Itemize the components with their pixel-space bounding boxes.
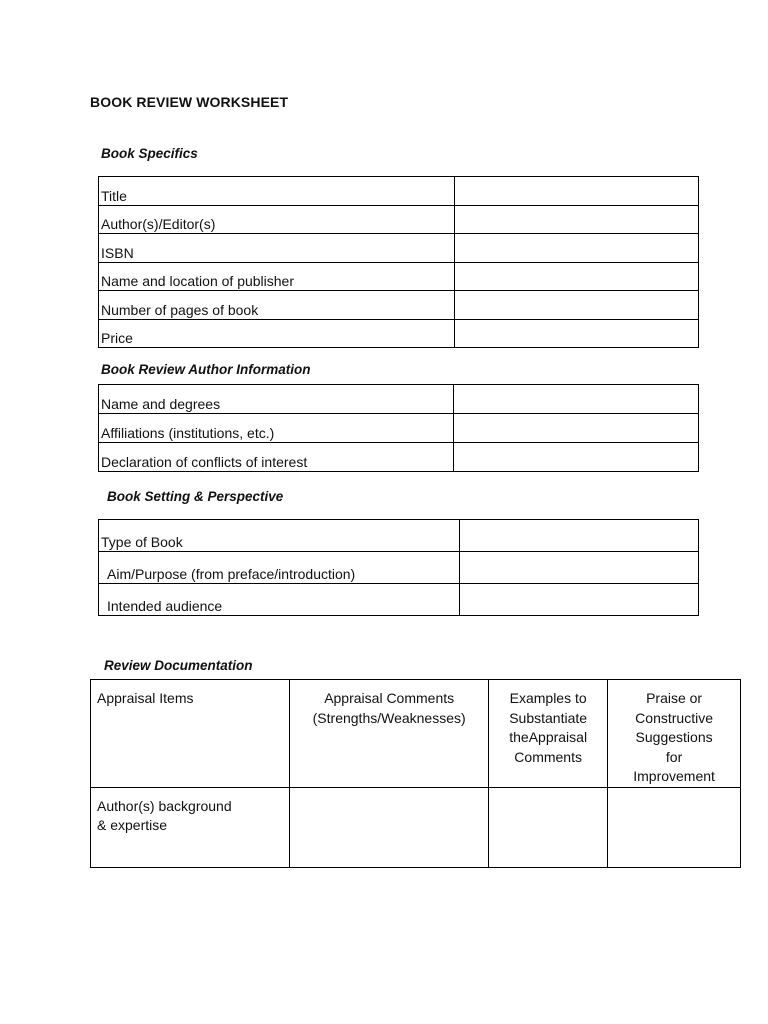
row-label: Type of Book: [99, 520, 460, 552]
value-cell[interactable]: [454, 385, 699, 414]
setting-table: [98, 519, 699, 616]
value-cell[interactable]: [455, 262, 699, 291]
value-cell[interactable]: [455, 205, 699, 234]
section-heading-author-info: Book Review Author Information: [101, 362, 311, 377]
value-cell[interactable]: [460, 520, 699, 552]
value-cell[interactable]: [455, 177, 699, 206]
table-row: [99, 385, 699, 414]
value-cell[interactable]: [455, 291, 699, 320]
table-row: [99, 262, 699, 291]
table-row: [99, 177, 699, 206]
table-row: [91, 787, 741, 867]
column-header: Appraisal Comments (Strengths/Weaknesses): [290, 680, 489, 788]
table-row: [99, 414, 699, 443]
table-row: [99, 443, 699, 472]
row-label: Number of pages of book: [99, 291, 455, 320]
value-cell[interactable]: [460, 552, 699, 584]
header-row: [91, 680, 741, 788]
row-label: Name and location of publisher: [99, 262, 455, 291]
column-header: Examples to Substantiate theAppraisal Comments: [489, 680, 608, 788]
row-label: ISBN: [99, 234, 455, 263]
section-heading-setting: Book Setting & Perspective: [107, 489, 284, 504]
row-label: Affiliations (institutions, etc.): [99, 414, 454, 443]
table-row: [99, 584, 699, 616]
table-row: [99, 291, 699, 320]
appraisal-comments-cell[interactable]: [290, 787, 489, 867]
section-heading-book-specifics: Book Specifics: [101, 146, 198, 161]
table-row: [99, 520, 699, 552]
worksheet-title: BOOK REVIEW WORKSHEET: [90, 94, 289, 110]
row-label: Price: [99, 319, 455, 348]
row-label: Aim/Purpose (from preface/introduction): [99, 552, 460, 584]
value-cell[interactable]: [455, 234, 699, 263]
column-header: Appraisal Items: [91, 680, 290, 788]
table-row: [99, 234, 699, 263]
suggestions-cell[interactable]: [608, 787, 741, 867]
value-cell[interactable]: [455, 319, 699, 348]
row-label: Declaration of conflicts of interest: [99, 443, 454, 472]
value-cell[interactable]: [454, 443, 699, 472]
table-row: [99, 552, 699, 584]
table-row: [99, 319, 699, 348]
table-row: [99, 205, 699, 234]
value-cell[interactable]: [454, 414, 699, 443]
row-label: Author(s)/Editor(s): [99, 205, 455, 234]
appraisal-item: Author(s) background & expertise: [91, 787, 290, 867]
value-cell[interactable]: [460, 584, 699, 616]
author-info-table: [98, 384, 699, 472]
examples-cell[interactable]: [489, 787, 608, 867]
review-documentation-table: [90, 679, 741, 868]
section-heading-review-documentation: Review Documentation: [104, 658, 253, 673]
row-label: Name and degrees: [99, 385, 454, 414]
row-label: Title: [99, 177, 455, 206]
row-label: Intended audience: [99, 584, 460, 616]
book-specifics-table: [98, 176, 699, 348]
column-header: Praise or Constructive Suggestions for Improvement: [608, 680, 741, 788]
